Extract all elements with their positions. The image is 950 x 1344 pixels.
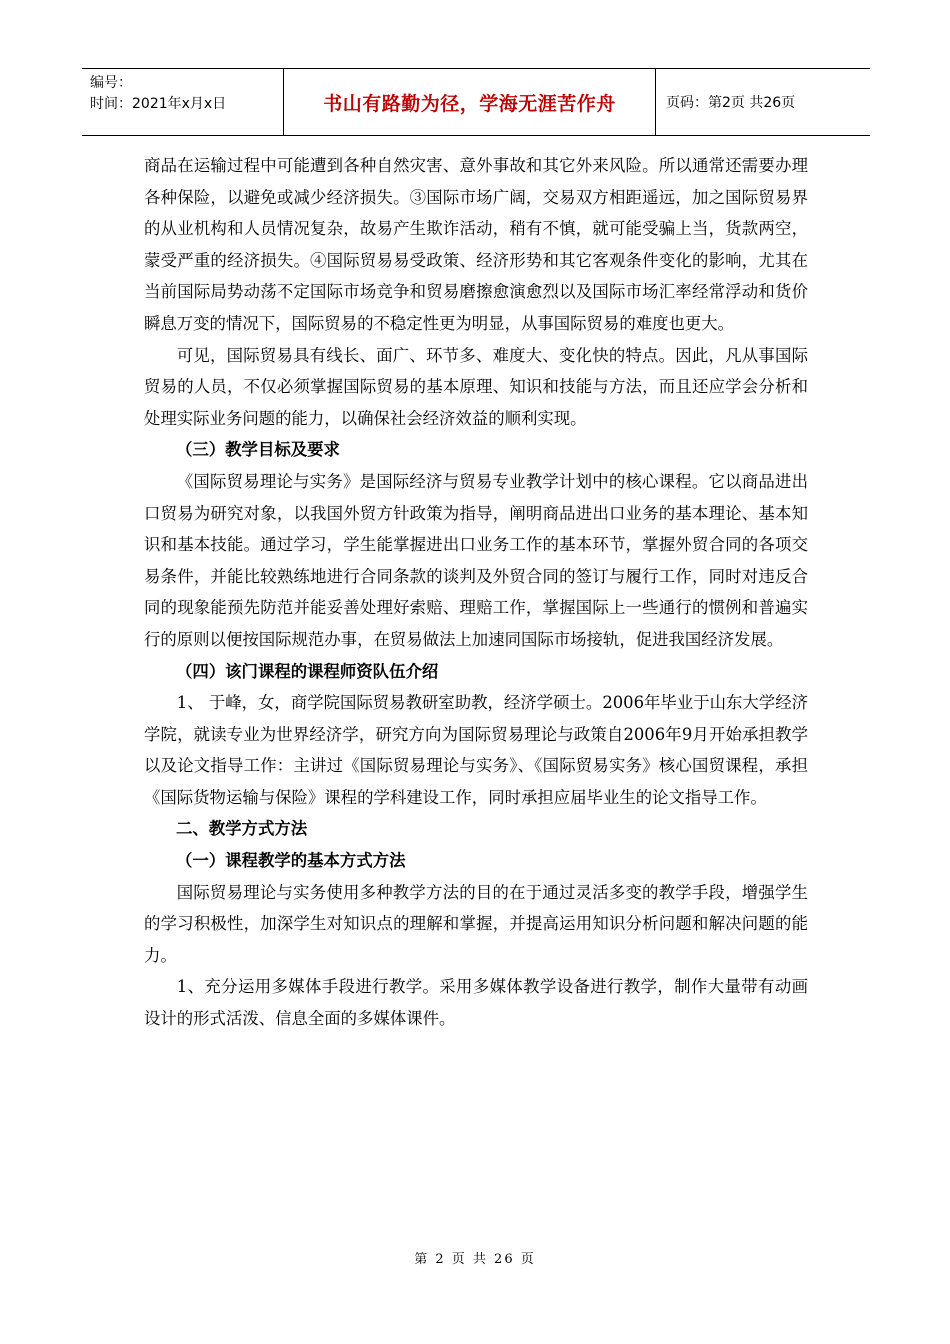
section-heading: （三）教学目标及要求 (176, 440, 340, 460)
section-heading: （一）课程教学的基本方式方法 (176, 851, 406, 871)
paragraph: 1、 于峰，女，商学院国际贸易教研室助教，经济学硕士。2006年毕业于山东大学经济学院，就读专业为世界经济学，研究方向为国际贸易理论与政策自2006年9月开始承担教学以及论文指导工作：主讲过《国际贸易理论与实务》、《国际贸易实务》核心国贸课程，承担《国际货物运输与保险》课程的学科建设工作，同时承担应届毕业生的论文指导工作。 (144, 693, 808, 807)
section-heading: 二、教学方式方法 (176, 819, 308, 839)
section-heading: （四）该门课程的课程师资队伍介绍 (176, 661, 439, 681)
document-number-label: 编号： (90, 75, 132, 91)
paragraph: 可见，国际贸易具有线长、面广、环节多、难度大、变化快的特点。因此，凡从事国际贸易的人员，不仅必须掌握国际贸易的基本原理、知识和技能与方法，而且还应学会分析和处理实际业务问题的能力，以确保社会经济效益的顺利实现。 (144, 345, 808, 428)
paragraph: 1、充分运用多媒体手段进行教学。采用多媒体教学设备进行教学，制作大量带有动画设计的形式活泼、信息全面的多媒体课件。 (144, 977, 808, 1029)
page-footer: 第 2 页 共 26 页 (414, 1252, 536, 1267)
paragraph: 《国际贸易理论与实务》是国际经济与贸易专业教学计划中的核心课程。它以商品进出口贸易为研究对象，以我国外贸方针政策为指导，阐明商品进出口业务的基本理论、基本知识和基本技能。通过学习，学生能掌握进出口业务工作的基本环节，掌握外贸合同的各项交易条件，并能比较熟练地进行合同条款的谈判及外贸合同的签订与履行工作，同时对违反合同的现象能预先防范并能妥善处理好索赔、理赔工作，掌握国际上一些通行的惯例和普遍实行的原则以便按国际规范办事，在贸易做法上加速同国际市场接轨，促进我国经济发展。 (144, 471, 808, 649)
document-body (144, 150, 808, 1035)
header-meta (82, 69, 283, 135)
page-header (82, 68, 870, 136)
header-page-info: 页码：第2页 共26页 (666, 95, 796, 111)
paragraph: 国际贸易理论与实务使用多种教学方法的目的在于通过灵活多变的教学手段，增强学生的学习积极性，加深学生对知识点的理解和掌握，并提高运用知识分析问题和解决问题的能力。 (144, 882, 808, 965)
document-date: 时间：2021年x月x日 (90, 96, 227, 112)
paragraph: 商品在运输过程中可能遭到各种自然灾害、意外事故和其它外来风险。所以通常还需要办理各种保险，以避免或减少经济损失。③国际市场广阔，交易双方相距遥远，加之国际贸易界的从业机构和人员情况复杂，故易产生欺诈活动，稍有不慎，就可能受骗上当，货款两空，蒙受严重的经济损失。④国际贸易易受政策、经济形势和其它客观条件变化的影响，尤其在当前国际局势动荡不定国际市场竞争和贸易磨擦愈演愈烈以及国际市场汇率经常浮动和货价瞬息万变的情况下，国际贸易的不稳定性更为明显，从事国际贸易的难度也更大。 (144, 156, 808, 333)
header-motto: 书山有路勤为径，学海无涯苦作舟 (283, 69, 656, 135)
